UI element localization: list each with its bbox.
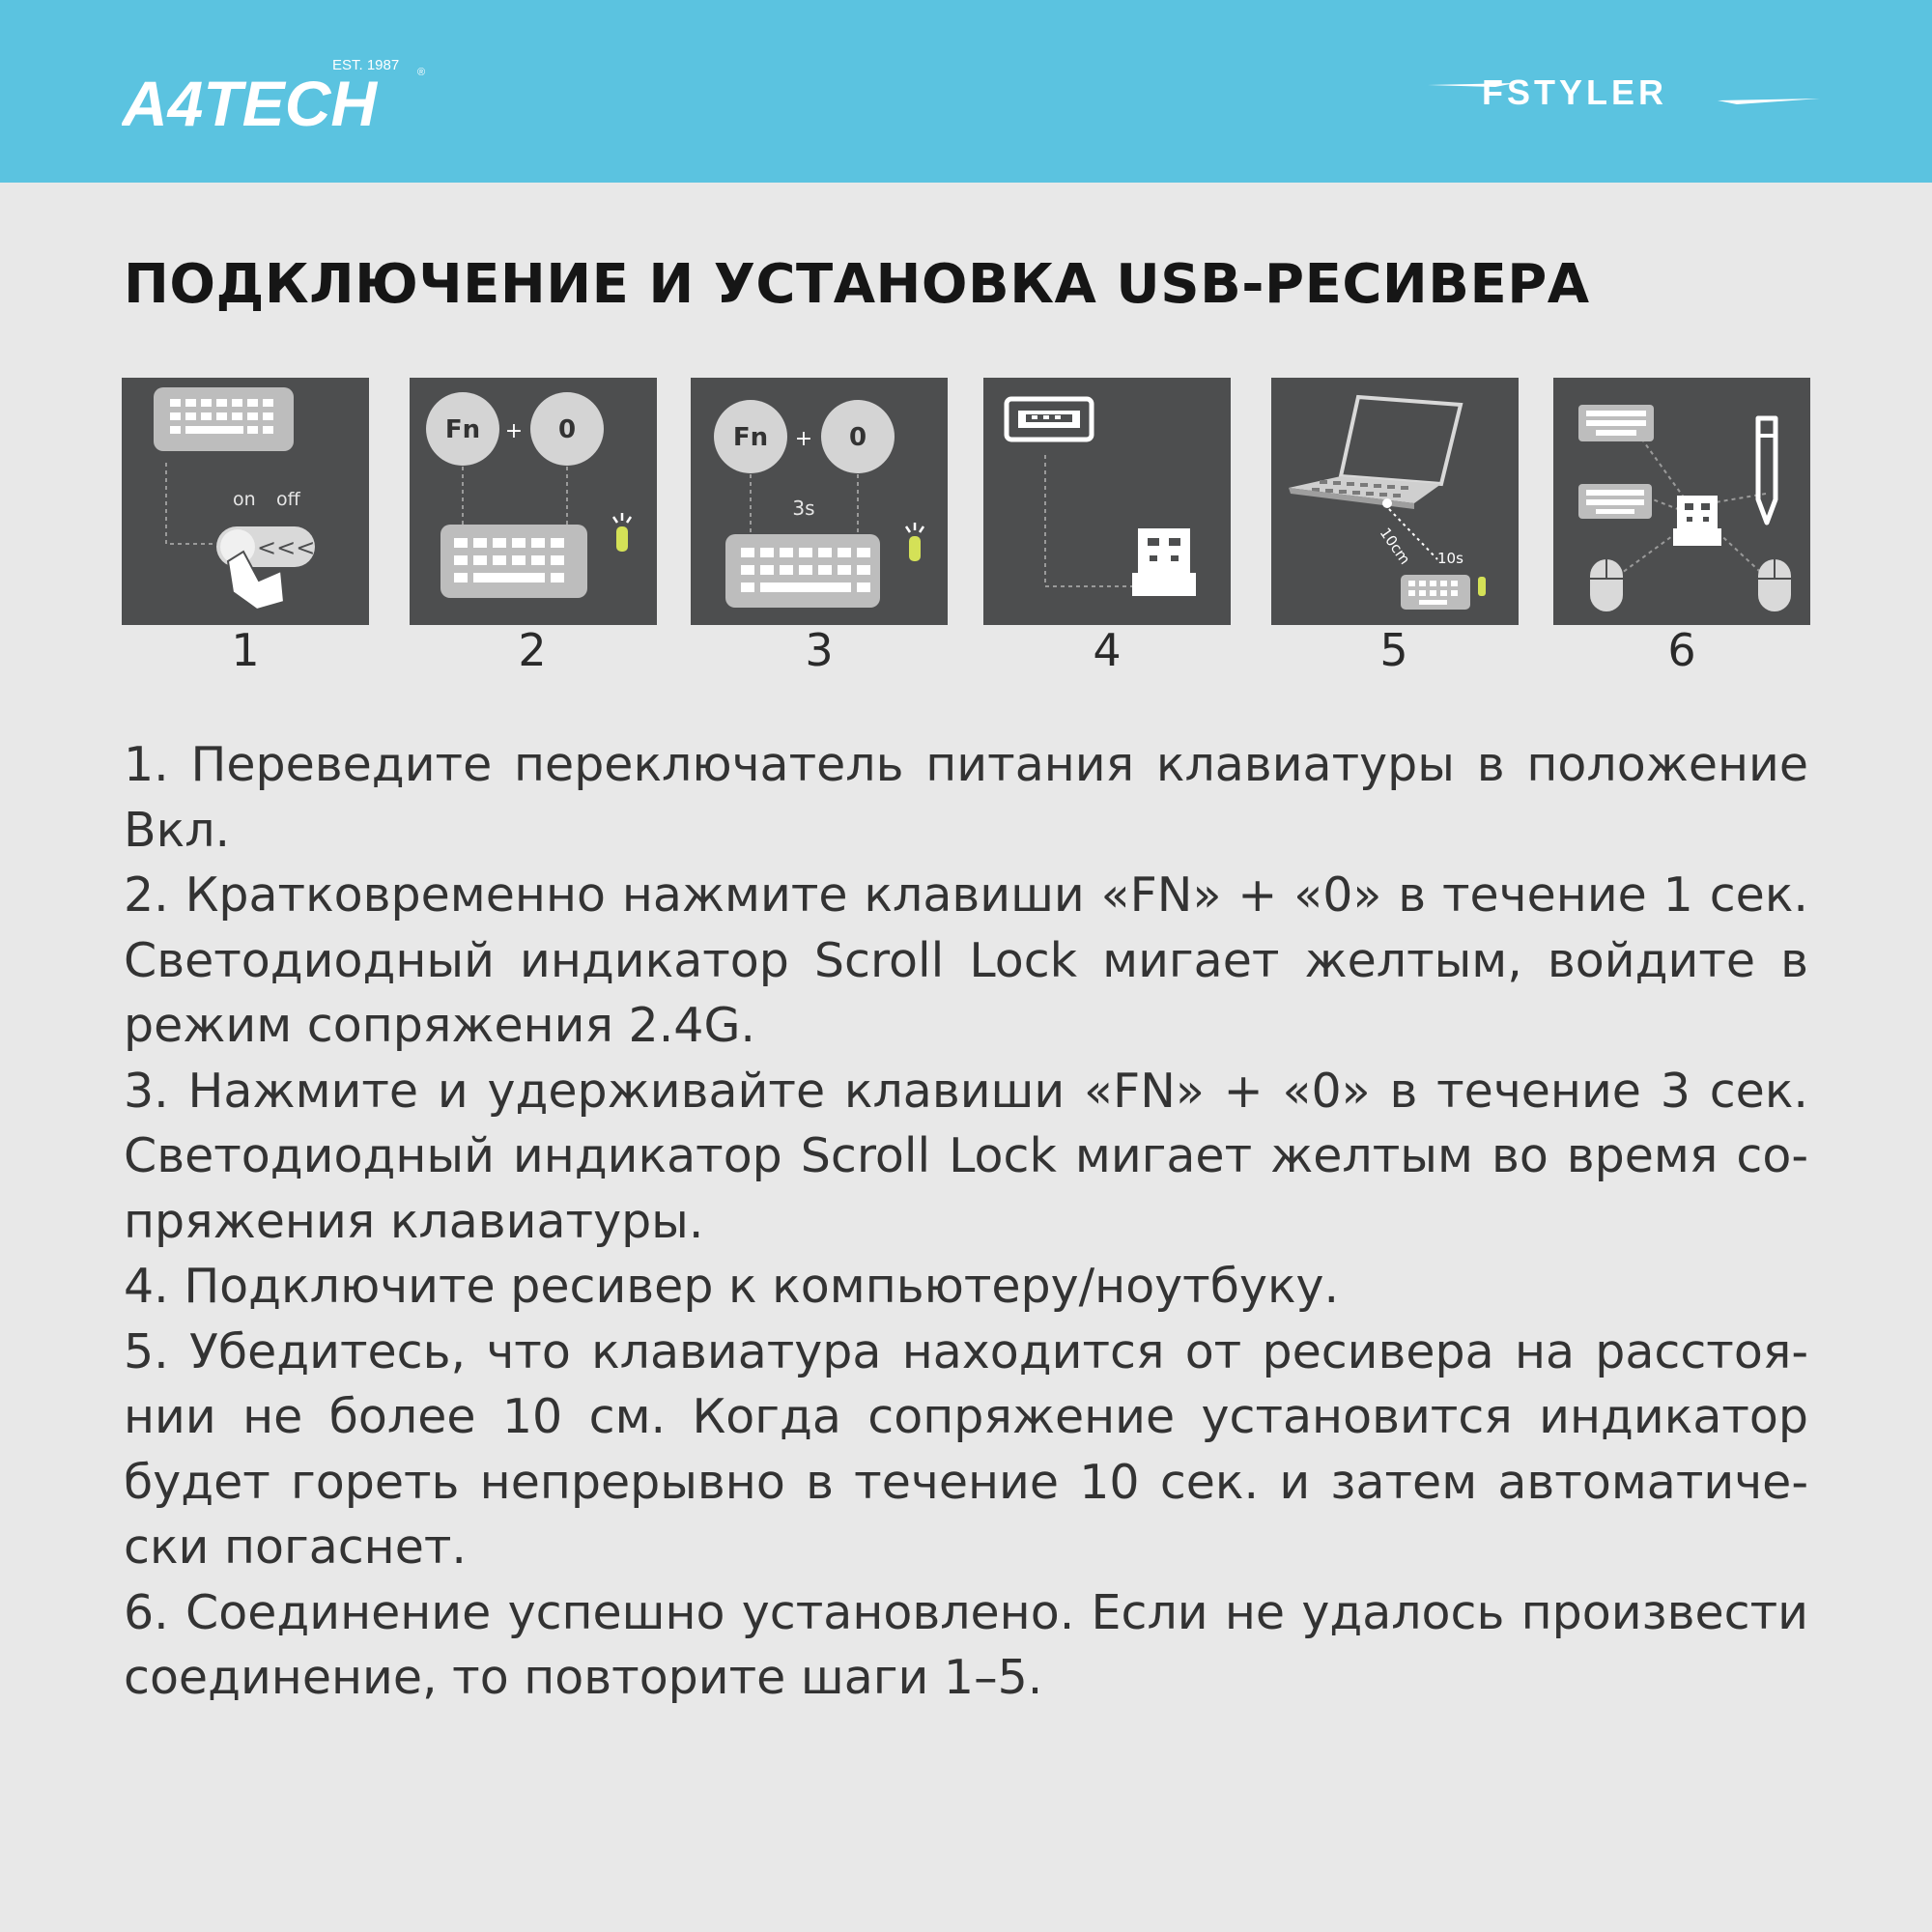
keyboard-icon [440, 525, 587, 598]
usb-port-icon [1007, 399, 1092, 440]
led-indicator-icon [1478, 577, 1486, 596]
svg-text:off: off [276, 489, 300, 510]
svg-text:0: 0 [848, 423, 867, 452]
svg-text:on: on [233, 489, 256, 510]
mouse-icon [1590, 559, 1623, 611]
svg-text:3s: 3s [792, 497, 815, 520]
led-indicator-icon [906, 523, 923, 561]
mouse-icon [1758, 559, 1791, 611]
step-number-1: 1 [231, 624, 260, 676]
fn-key-icon [426, 392, 499, 466]
step-number-4: 4 [1093, 624, 1122, 676]
fn-key-icon [714, 400, 787, 473]
usb-receiver-icon [1673, 496, 1721, 546]
step-panel-3 [691, 378, 948, 625]
svg-text:0: 0 [557, 415, 577, 444]
step-number-2: 2 [518, 624, 547, 676]
keyboard-icon [1578, 484, 1652, 519]
fstyler-logo [1428, 75, 1820, 108]
page-title: ПОДКЛЮЧЕНИЕ И УСТАНОВКА USB-РЕСИВЕРА [124, 253, 1590, 316]
step-panel-6 [1553, 378, 1810, 625]
instruction-step-4: 4. Подключите ресивер к компьютеру/ноутбуку. [124, 1259, 1340, 1314]
svg-text:A4TECH: A4TECH [122, 68, 378, 129]
zero-key-icon [530, 392, 604, 466]
instruction-step-1: 1. Переведите переключатель питания клавиатуры в положение Вкл. [124, 737, 1808, 858]
laptop-icon [1289, 397, 1461, 509]
svg-text:Fn: Fn [444, 415, 481, 444]
led-indicator-icon [613, 513, 631, 552]
instructions-text [124, 732, 1808, 1711]
svg-text:®: ® [417, 67, 426, 78]
usb-receiver-icon [1132, 528, 1196, 596]
svg-text:EST. 1987: EST. 1987 [332, 57, 400, 73]
step-panel-2 [410, 378, 657, 625]
step-panel-5 [1271, 378, 1519, 625]
svg-text:<<<: <<< [257, 534, 316, 561]
svg-text:Fn: Fn [732, 423, 769, 452]
svg-text:10cm: 10cm [1376, 524, 1414, 568]
svg-text:FSTYLER: FSTYLER [1482, 75, 1668, 108]
instruction-step-2: 2. Кратковременно нажмите клавиши «FN» + «0» в течение 1 сек. Светодиодный индикатор Scroll Lock мигает желтым, войдите в режим сопряжения 2.4G. [124, 867, 1808, 1053]
step-panel-1 [122, 378, 369, 625]
keyboard-icon [725, 534, 880, 608]
step-number-5: 5 [1379, 624, 1408, 676]
a4tech-logo [122, 52, 431, 129]
zero-key-icon [821, 400, 895, 473]
keyboard-icon [1401, 575, 1470, 610]
svg-text:+: + [794, 427, 813, 451]
keyboard-icon [1578, 405, 1654, 441]
svg-text:+: + [504, 419, 524, 443]
instruction-step-5: 5. Убедитесь, что клавиатура находится от ресивера на расстоянии не более 10 см. Когда сопряжение установится индикатор будет гореть непрерывно в течение 10 сек. и затем автоматически погаснет. [124, 1323, 1808, 1575]
step-panel-4 [983, 378, 1231, 625]
pen-icon [1758, 418, 1776, 523]
instruction-step-3: 3. Нажмите и удерживайте клавиши «FN» + «0» в течение 3 сек. Светодиодный индикатор Scroll Lock мигает желтым во время сопряжения клавиатуры. [124, 1063, 1808, 1249]
step-number-6: 6 [1667, 624, 1696, 676]
instruction-step-6: 6. Соединение успешно установлено. Если не удалось произвести соединение, то повторите шаги 1–5. [124, 1584, 1808, 1705]
header-bar [0, 0, 1932, 183]
svg-text:10s: 10s [1437, 550, 1463, 567]
keyboard-icon [154, 387, 294, 451]
step-number-3: 3 [805, 624, 834, 676]
